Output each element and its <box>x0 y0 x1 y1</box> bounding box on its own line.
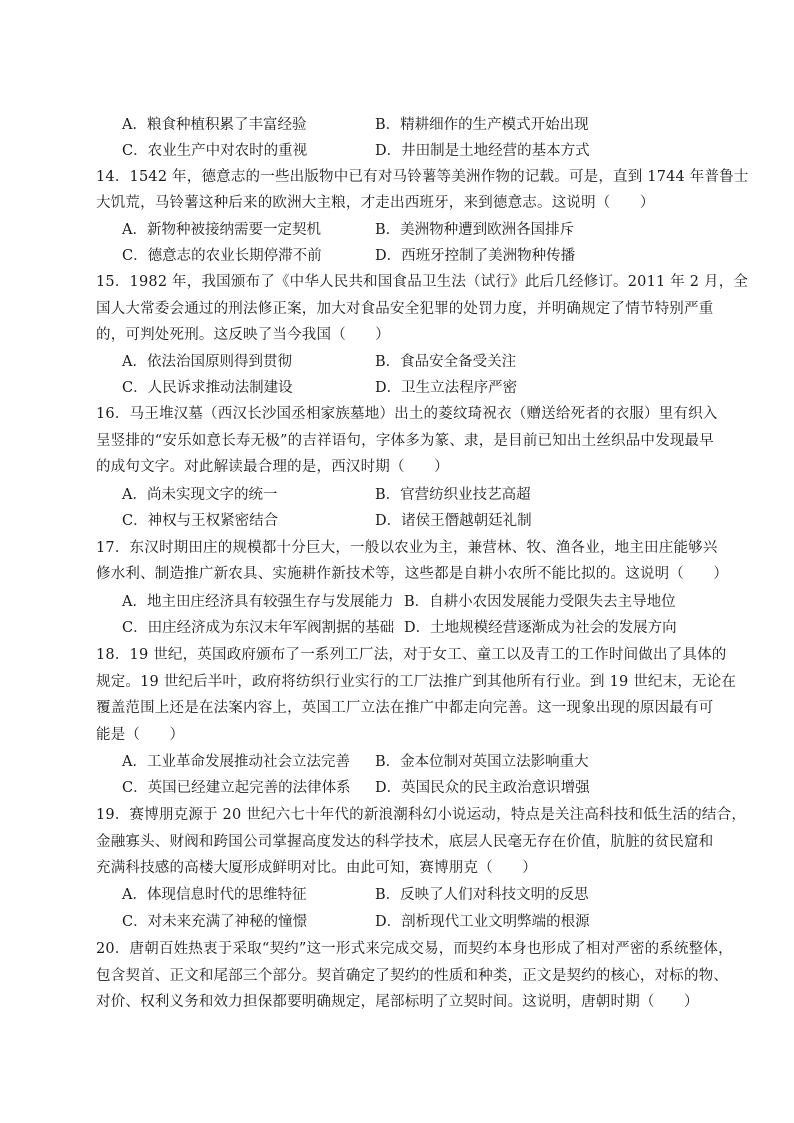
q15-option-a: A．依法治国原则得到贯彻 <box>122 354 292 370</box>
q13-option-b: B．精耕细作的生产模式开始出现 <box>375 117 589 133</box>
q18-stem-line-1: 18．19 世纪，英国政府颁布了一系列工厂法，对于女工、童工以及青工的工作时间做出了具体的 <box>96 647 727 663</box>
q20-stem-line-1: 20．唐朝百姓热衷于采取“契约”这一形式来完成交易，而契约本身也形成了相对严密的系统整体， <box>96 941 733 957</box>
q16-option-a: A．尚未实现文字的统一 <box>122 487 278 503</box>
q16-stem-line-2: 呈竖排的“安乐如意长寿无极”的吉祥语句，字体多为篆、隶，是目前已知出土丝织品中发现最早 <box>96 433 714 449</box>
q15-option-c: C．人民诉求推动法制建设 <box>122 380 293 396</box>
q18-option-d: D．英国民众的民主政治意识增强 <box>375 780 590 796</box>
q19-option-a: A．体现信息时代的思维特征 <box>122 887 307 903</box>
q18-option-c: C．英国已经建立起完善的法律体系 <box>122 780 351 796</box>
q19-stem-line-1: 19．赛博朋克源于 20 世纪六七十年代的新浪潮科幻小说运动，特点是关注高科技和低生活的结合， <box>96 807 747 823</box>
q14-option-c: C．德意志的农业长期停滞不前 <box>122 248 322 264</box>
q16-option-b: B．官营纺织业技艺高超 <box>375 487 531 503</box>
q16-stem-line-1: 16．马王堆汉墓（西汉长沙国丞相家族墓地）出土的菱纹琦祝衣（赠送给死者的衣服）里有织入 <box>96 406 718 422</box>
q17-option-b: B．自耕小农因发展能力受限失去主导地位 <box>404 594 676 610</box>
q17-option-a: A．地主田庄经济具有较强生存与发展能力 <box>122 594 394 610</box>
q19-stem-line-3: 充满科技感的高楼大厦形成鲜明对比。由此可知，赛博朋克（ ） <box>96 860 537 876</box>
q19-option-d: D．剖析现代工业文明弊端的根源 <box>375 914 590 930</box>
q15-stem-line-1: 15．1982 年，我国颁布了《中华人民共和国食品卫生法（试行》此后几经修订。2011 年 2 月，全 <box>96 274 749 290</box>
q17-stem-line-1: 17．东汉时期田庄的规模都十分巨大，一般以农业为主，兼营林、牧、渔各业，地主田庄能够兴 <box>96 540 718 556</box>
q19-stem-line-2: 金融寡头、财阀和跨国公司掌握高度发达的科学技术，底层人民毫无存在价值，肮脏的贫民窟和 <box>96 834 714 850</box>
q17-stem-line-2: 修水利、制造推广新农具、实施耕作新技术等，这些都是自耕小农所不能比拟的。这说明（ ） <box>96 566 729 582</box>
q20-stem-line-3: 对价、权利义务和效力担保都要明确规定，尾部标明了立契时间。这说明，唐朝时期（ ） <box>96 994 699 1010</box>
q15-stem-line-3: 的，可判处死刑。这反映了当今我国（ ） <box>96 327 390 343</box>
q19-option-b: B．反映了人们对科技文明的反思 <box>375 887 589 903</box>
q17-option-c: C．田庄经济成为东汉末年军阀割据的基础 <box>122 620 395 636</box>
q16-option-d: D．诸侯王僭越朝廷礼制 <box>375 513 532 529</box>
q18-option-a: A．工业革命发展推动社会立法完善 <box>122 754 350 770</box>
q14-stem-line-1: 14．1542 年，德意志的一些出版物中已有对马铃薯等美洲作物的记载。可是，直到 1744 年普鲁士 <box>96 169 749 185</box>
q18-stem-line-3: 覆盖范围上还是在法案内容上，英国工厂立法在推广中都走向完善。这一现象出现的原因最有可 <box>96 700 714 716</box>
q19-option-c: C．对未来充满了神秘的憧憬 <box>122 914 308 930</box>
q15-stem-line-2: 国人大常委会通过的刑法修正案，加大对食品安全犯罪的处罚力度，并明确规定了情节特别严重 <box>96 301 714 317</box>
q18-stem-line-4: 能是（ ） <box>96 727 185 743</box>
q18-option-b: B．金本位制对英国立法影响重大 <box>375 754 589 770</box>
q14-option-d: D．西班牙控制了美洲物种传播 <box>375 248 576 264</box>
q13-option-a: A．粮食种植积累了丰富经验 <box>122 117 307 133</box>
q16-stem-line-3: 的成句文字。对此解读最合理的是，西汉时期（ ） <box>96 459 449 475</box>
q16-option-c: C．神权与王权紧密结合 <box>122 513 279 529</box>
q13-option-c: C．农业生产中对农时的重视 <box>122 143 308 159</box>
q13-option-d: D．井田制是土地经营的基本方式 <box>375 143 590 159</box>
q14-option-b: B．美洲物种遭到欧洲各国排斥 <box>375 222 575 238</box>
q20-stem-line-2: 包含契首、正文和尾部三个部分。契首确定了契约的性质和种类，正文是契约的核心，对标的物、 <box>96 968 729 984</box>
q17-option-d: D．土地规模经营逐渐成为社会的发展方向 <box>404 620 677 636</box>
q15-option-b: B．食品安全备受关注 <box>375 354 517 370</box>
q14-option-a: A．新物种被接纳需要一定契机 <box>122 222 321 238</box>
q18-stem-line-2: 规定。19 世纪后半叶，政府将纺织行业实行的工厂法推广到其他所有行业。到 19 世纪末，无论在 <box>96 674 737 690</box>
q15-option-d: D．卫生立法程序严密 <box>375 380 518 396</box>
q14-stem-line-2: 大饥荒，马铃薯这种后来的欧洲大主粮，才走出西班牙，来到德意志。这说明（ ） <box>96 195 655 211</box>
